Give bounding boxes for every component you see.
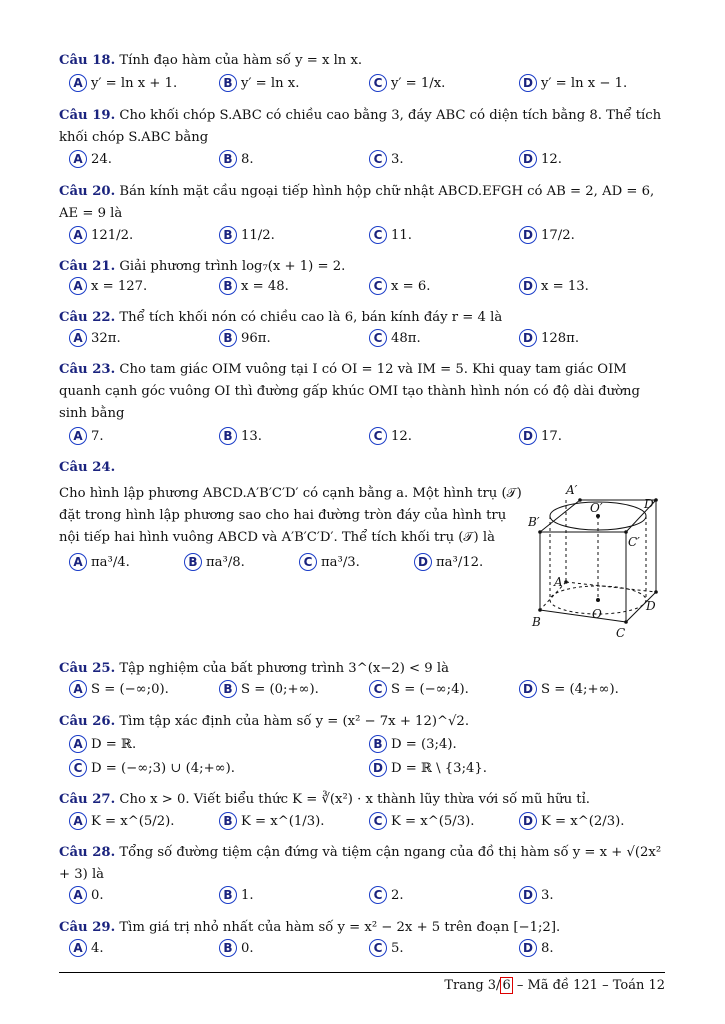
- option-letter: B: [219, 329, 237, 347]
- option-b[interactable]: B 13.: [219, 427, 262, 445]
- question-18: [59, 50, 665, 72]
- option-letter: B: [219, 886, 237, 904]
- option-letter: D: [519, 427, 537, 445]
- label-c: C: [616, 626, 626, 640]
- question-number: Câu 25.: [59, 661, 116, 676]
- option-letter: C: [369, 150, 387, 168]
- option-letter: A: [69, 74, 87, 92]
- option-letter: B: [219, 812, 237, 830]
- option-letter: A: [69, 329, 87, 347]
- option-a[interactable]: A 32π.: [69, 329, 121, 347]
- option-d[interactable]: D 3.: [519, 886, 554, 904]
- option-c[interactable]: C 12.: [369, 427, 412, 445]
- option-c[interactable]: C y′ = 1/x.: [369, 74, 445, 92]
- option-c[interactable]: C 48π.: [369, 329, 421, 347]
- option-d[interactable]: D S = (4;+∞).: [519, 680, 619, 698]
- option-letter: C: [369, 680, 387, 698]
- question-text: Tìm giá trị nhỏ nhất của hàm số y = x² − 2x + 5 trên đoạn [−1;2].: [119, 920, 561, 935]
- question-21: [59, 256, 665, 278]
- option-letter: C: [369, 226, 387, 244]
- option-letter: C: [369, 939, 387, 957]
- option-letter: B: [219, 427, 237, 445]
- option-letter: B: [219, 150, 237, 168]
- option-letter: A: [69, 150, 87, 168]
- option-b[interactable]: B 1.: [219, 886, 254, 904]
- option-letter: C: [369, 812, 387, 830]
- option-b[interactable]: B 0.: [219, 939, 254, 957]
- option-letter: C: [369, 886, 387, 904]
- options-29: [59, 939, 665, 961]
- label-o: O: [592, 607, 602, 621]
- option-letter: A: [69, 886, 87, 904]
- question-text: Cho khối chóp S.ABC có chiều cao bằng 3, đáy ABC có diện tích bằng 8. Thể tích khối chóp S.ABC bằng: [59, 108, 662, 145]
- label-b-prime: B′: [528, 515, 540, 529]
- options-25: [59, 680, 665, 702]
- question-number: Câu 26.: [59, 714, 116, 729]
- option-b[interactable]: B D = (3;4).: [369, 735, 457, 753]
- question-number: Câu 20.: [59, 184, 116, 199]
- option-b[interactable]: B x = 48.: [219, 277, 289, 295]
- option-c[interactable]: C S = (−∞;4).: [369, 680, 469, 698]
- options-28: [59, 886, 665, 908]
- option-letter: A: [69, 553, 87, 571]
- options-18: [59, 74, 665, 96]
- option-letter: C: [369, 329, 387, 347]
- option-a[interactable]: A y′ = ln x + 1.: [69, 74, 177, 92]
- option-a[interactable]: A 0.: [69, 886, 104, 904]
- label-d: D: [646, 599, 656, 613]
- options-22: [59, 329, 665, 351]
- option-letter: A: [69, 939, 87, 957]
- option-letter: B: [219, 277, 237, 295]
- option-letter: B: [369, 735, 387, 753]
- option-c[interactable]: C 2.: [369, 886, 404, 904]
- option-d[interactable]: D D = ℝ \ {3;4}.: [369, 759, 487, 777]
- question-number: Câu 19.: [59, 108, 116, 123]
- options-23: [59, 427, 665, 449]
- label-o-prime: O′: [590, 501, 603, 515]
- options-24: [59, 553, 525, 575]
- page-footer: [444, 978, 665, 993]
- option-a[interactable]: A D = ℝ.: [69, 735, 136, 753]
- option-letter: C: [369, 277, 387, 295]
- question-number: Câu 29.: [59, 920, 116, 935]
- option-letter: C: [369, 74, 387, 92]
- option-letter: D: [519, 680, 537, 698]
- option-letter: D: [369, 759, 387, 777]
- question-19: [59, 105, 665, 149]
- option-a[interactable]: A S = (−∞;0).: [69, 680, 169, 698]
- question-24: [59, 457, 525, 549]
- option-d[interactable]: D K = x^(2/3).: [519, 812, 624, 830]
- option-letter: B: [184, 553, 202, 571]
- option-letter: A: [69, 812, 87, 830]
- option-c[interactable]: C 11.: [369, 226, 412, 244]
- question-28: [59, 842, 665, 886]
- question-text: Cho hình lập phương ABCD.A′B′C′D′ có cạnh bằng a. Một hình trụ (𝒯) đặt trong hình lập phương sao cho hai đường tròn đáy của hình trụ nội tiếp hai hình vuông ABCD và A′B′C′D′. Thể tích khối trụ (𝒯) là: [59, 486, 522, 545]
- option-c[interactable]: C K = x^(5/3).: [369, 812, 474, 830]
- option-b[interactable]: B K = x^(1/3).: [219, 812, 324, 830]
- option-c[interactable]: C D = (−∞;3) ∪ (4;+∞).: [69, 759, 235, 777]
- question-text: Bán kính mặt cầu ngoại tiếp hình hộp chữ nhật ABCD.EFGH có AB = 2, AD = 6, AE = 9 là: [59, 184, 655, 221]
- edge: [540, 610, 626, 622]
- option-letter: A: [69, 427, 87, 445]
- question-text: Tính đạo hàm của hàm số y = x ln x.: [119, 53, 363, 68]
- option-a[interactable]: A x = 127.: [69, 277, 147, 295]
- option-a[interactable]: A 24.: [69, 150, 112, 168]
- footer-suffix: – Mã đề 121 – Toán 12: [512, 978, 665, 993]
- option-a[interactable]: A 4.: [69, 939, 104, 957]
- cube-cylinder-figure: [528, 482, 668, 642]
- option-a[interactable]: A 121/2.: [69, 226, 133, 244]
- option-letter: D: [519, 277, 537, 295]
- option-letter: D: [519, 74, 537, 92]
- option-letter: B: [219, 939, 237, 957]
- question-text: Giải phương trình log₇(x + 1) = 2.: [119, 259, 346, 274]
- option-letter: D: [414, 553, 432, 571]
- question-number: Câu 27.: [59, 792, 116, 807]
- option-letter: C: [299, 553, 317, 571]
- question-22: [59, 307, 665, 329]
- option-d[interactable]: D 17/2.: [519, 226, 575, 244]
- option-a[interactable]: A πa³/4.: [69, 553, 130, 571]
- option-letter: A: [69, 277, 87, 295]
- question-text: Cho x > 0. Viết biểu thức K = ∛(x²) · x thành lũy thừa với số mũ hữu tỉ.: [119, 792, 591, 807]
- option-letter: A: [69, 226, 87, 244]
- question-29: [59, 917, 665, 939]
- option-a[interactable]: A K = x^(5/2).: [69, 812, 174, 830]
- option-c[interactable]: C 3.: [369, 150, 404, 168]
- option-d[interactable]: D πa³/12.: [414, 553, 483, 571]
- option-letter: D: [519, 939, 537, 957]
- option-letter: B: [219, 226, 237, 244]
- question-25: [59, 658, 665, 680]
- option-d[interactable]: D x = 13.: [519, 277, 589, 295]
- option-b[interactable]: B πa³/8.: [184, 553, 245, 571]
- option-letter: A: [69, 735, 87, 753]
- question-text: Tập nghiệm của bất phương trình 3^(x−2) < 9 là: [119, 661, 449, 676]
- options-26-row1: [59, 735, 665, 757]
- option-letter: D: [519, 329, 537, 347]
- question-23: [59, 359, 665, 425]
- option-letter: D: [519, 886, 537, 904]
- option-b[interactable]: B 8.: [219, 150, 254, 168]
- question-20: [59, 181, 665, 225]
- option-letter: A: [69, 680, 87, 698]
- option-letter: B: [219, 74, 237, 92]
- question-number: Câu 23.: [59, 362, 116, 377]
- footer-prefix: Trang 3/: [444, 978, 501, 993]
- label-d-prime: D′: [644, 497, 657, 511]
- option-letter: C: [369, 427, 387, 445]
- question-number: Câu 21.: [59, 259, 116, 274]
- options-21: [59, 277, 665, 299]
- question-text: Tìm tập xác định của hàm số y = (x² − 7x + 12)^√2.: [119, 714, 470, 729]
- option-b[interactable]: B S = (0;+∞).: [219, 680, 319, 698]
- option-letter: B: [219, 680, 237, 698]
- options-26-row2: [59, 759, 665, 781]
- option-a[interactable]: A 7.: [69, 427, 104, 445]
- label-b: B: [532, 615, 541, 629]
- question-27: [59, 789, 665, 811]
- option-letter: D: [519, 226, 537, 244]
- option-b[interactable]: B 96π.: [219, 329, 271, 347]
- point-o: [596, 598, 600, 602]
- option-letter: C: [69, 759, 87, 777]
- edge: [540, 500, 580, 532]
- question-number: Câu 24.: [59, 460, 116, 475]
- question-number: Câu 28.: [59, 845, 116, 860]
- question-26: [59, 711, 665, 733]
- option-c[interactable]: C 5.: [369, 939, 404, 957]
- question-number: Câu 22.: [59, 310, 116, 325]
- question-text: Cho tam giác OIM vuông tại I có OI = 12 và IM = 5. Khi quay tam giác OIM quanh cạnh góc vuông OI thì đường gấp khúc OMI tạo thành hình nón có độ dài đường sinh bằng: [59, 362, 640, 421]
- options-19: [59, 150, 665, 172]
- label-c-prime: C′: [628, 535, 640, 549]
- options-20: [59, 226, 665, 248]
- footer-divider: [59, 972, 665, 973]
- question-number: Câu 18.: [59, 53, 116, 68]
- question-text: Thể tích khối nón có chiều cao là 6, bán kính đáy r = 4 là: [119, 310, 503, 325]
- option-d[interactable]: D 128π.: [519, 329, 579, 347]
- label-a-prime: A′: [566, 483, 578, 497]
- option-b[interactable]: B 11/2.: [219, 226, 275, 244]
- options-27: [59, 812, 665, 834]
- option-b[interactable]: B y′ = ln x.: [219, 74, 299, 92]
- question-text: Tổng số đường tiệm cận đứng và tiệm cận ngang của đồ thị hàm số y = x + √(2x² + 3) là: [59, 845, 662, 882]
- option-d[interactable]: D 12.: [519, 150, 562, 168]
- option-d[interactable]: D y′ = ln x − 1.: [519, 74, 627, 92]
- option-d[interactable]: D 8.: [519, 939, 554, 957]
- option-letter: D: [519, 812, 537, 830]
- option-d[interactable]: D 17.: [519, 427, 562, 445]
- option-c[interactable]: C πa³/3.: [299, 553, 360, 571]
- option-c[interactable]: C x = 6.: [369, 277, 430, 295]
- label-a: A: [554, 575, 563, 589]
- total-pages: 6: [502, 978, 511, 993]
- option-letter: D: [519, 150, 537, 168]
